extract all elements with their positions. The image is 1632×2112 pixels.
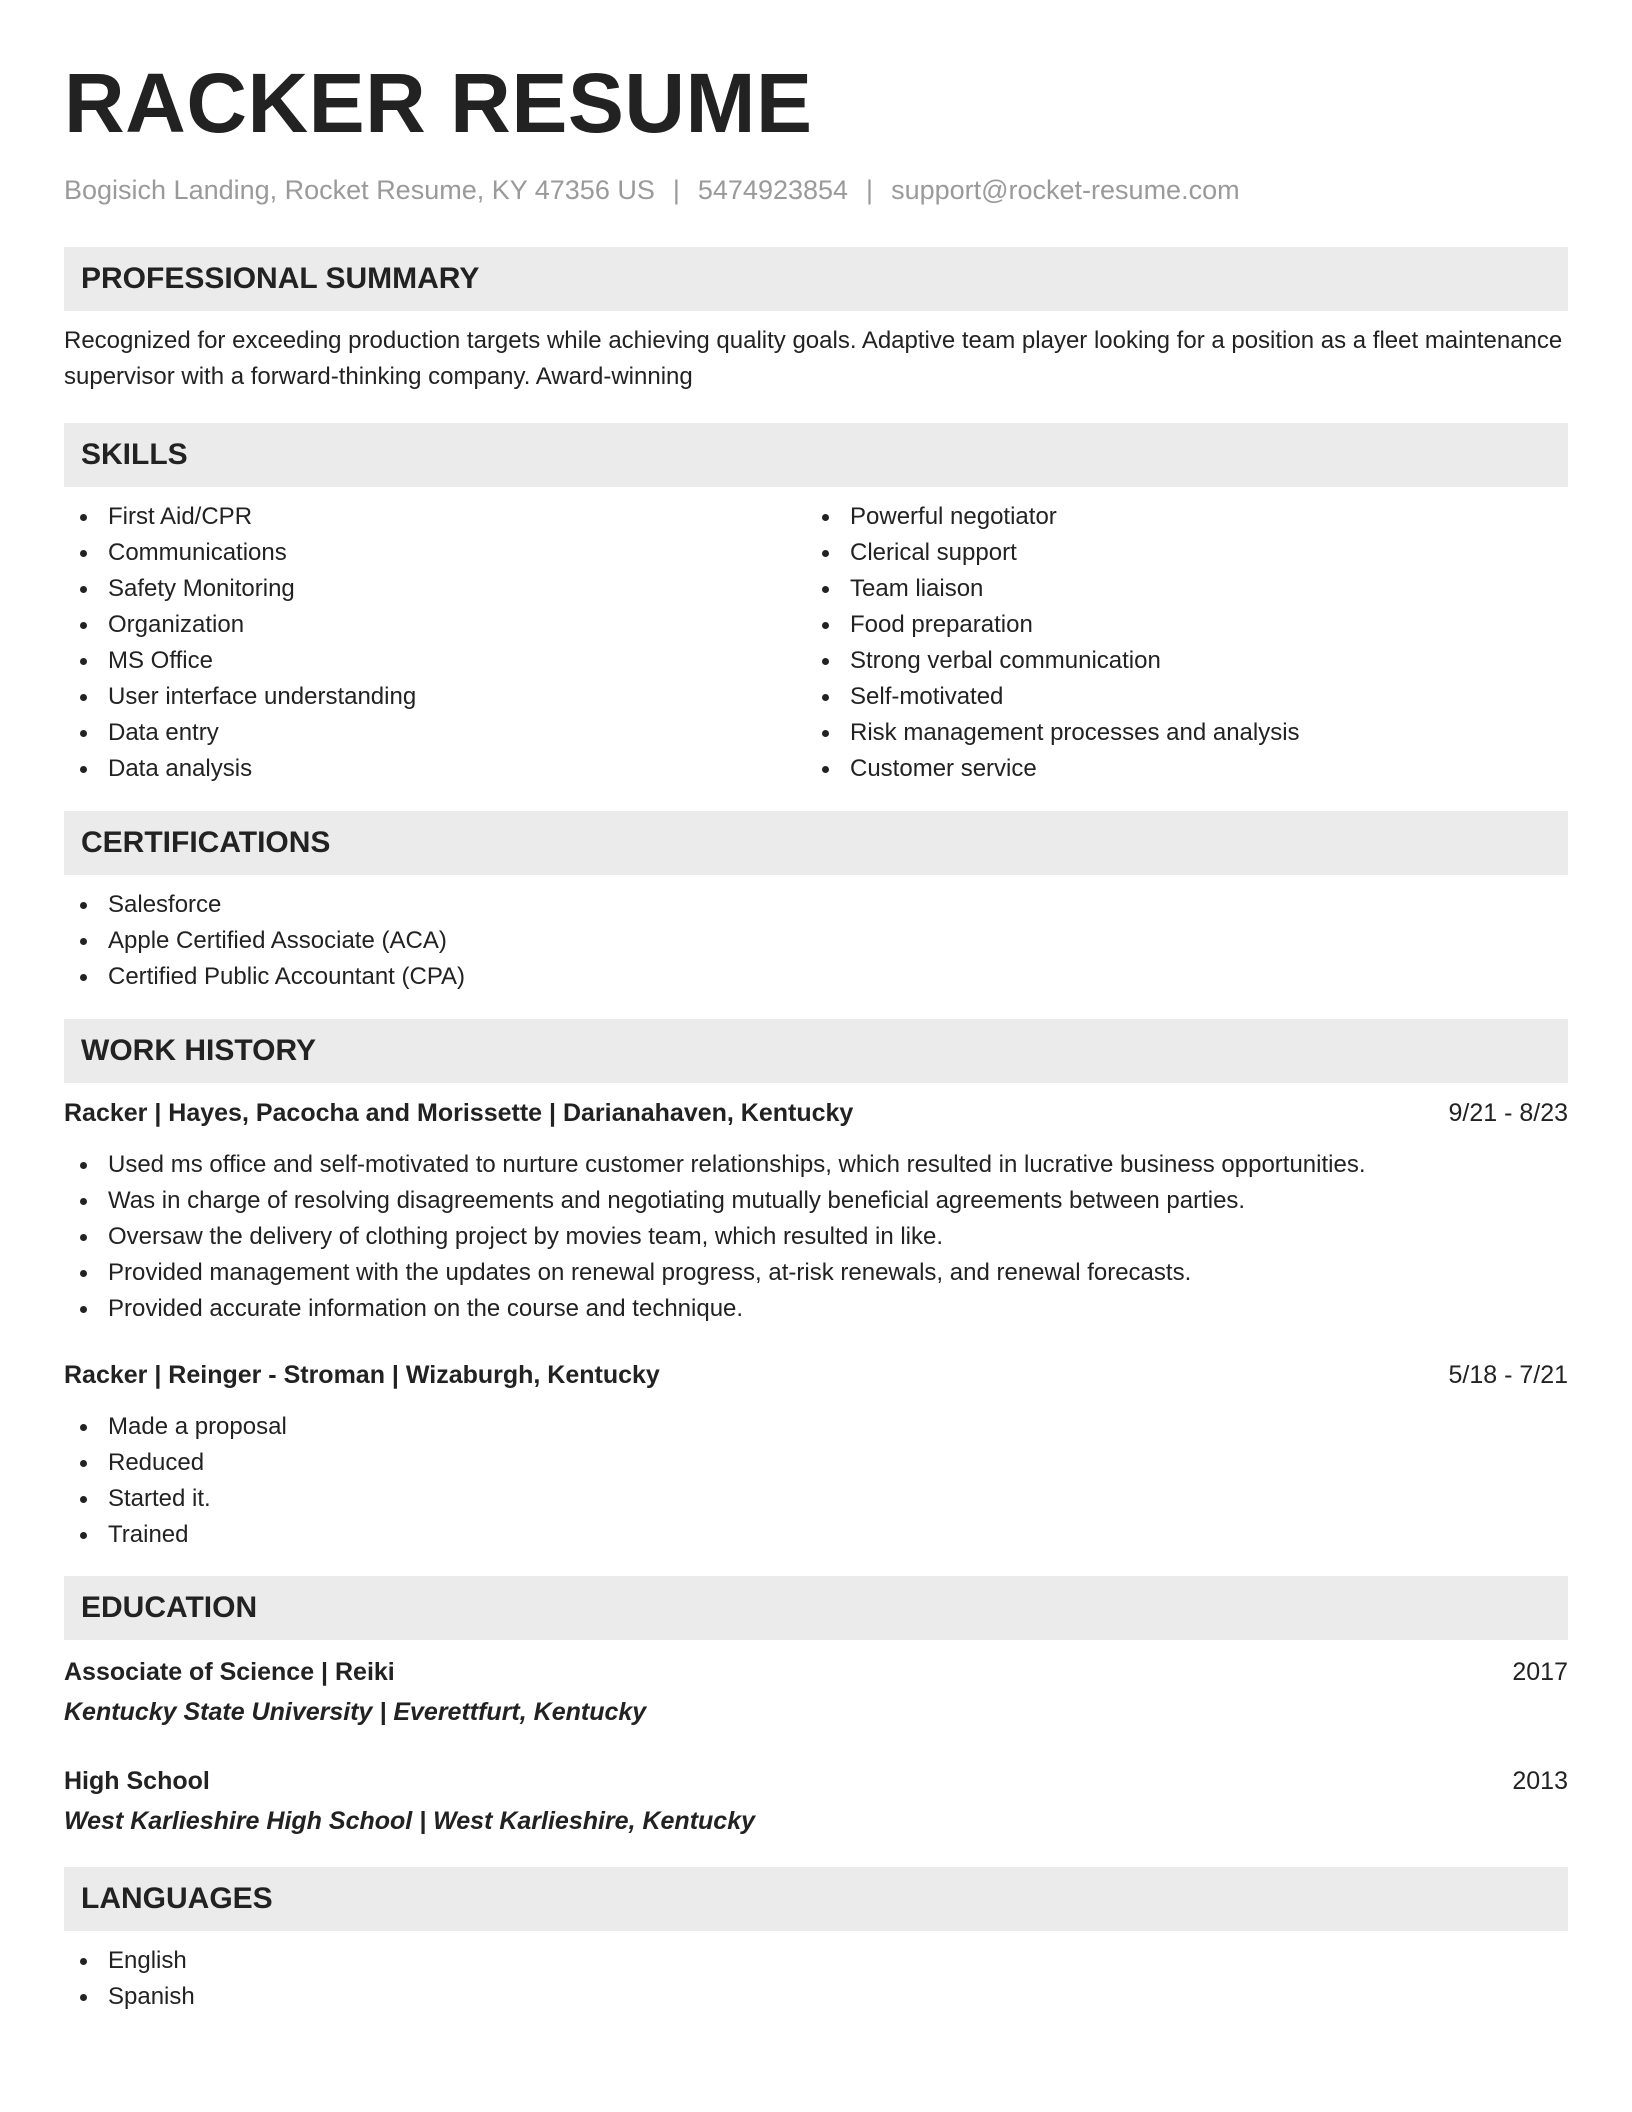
language-item: Spanish xyxy=(64,1979,1568,2015)
skills-list-right xyxy=(806,499,1548,787)
section-heading-certifications: CERTIFICATIONS xyxy=(64,811,1568,875)
contact-separator: | xyxy=(866,175,874,205)
job-dates: 5/18 - 7/21 xyxy=(1448,1361,1568,1389)
contact-line xyxy=(64,173,1568,207)
education-header xyxy=(64,1763,1568,1799)
skill-item: Safety Monitoring xyxy=(64,571,806,607)
section-heading-summary: PROFESSIONAL SUMMARY xyxy=(64,247,1568,311)
job-header xyxy=(64,1095,1568,1131)
job-title: Racker | Hayes, Pacocha and Morissette | Darianahaven, Kentucky xyxy=(64,1099,854,1127)
skill-item: MS Office xyxy=(64,643,806,679)
job-title: Racker | Reinger - Stroman | Wizaburgh, Kentucky xyxy=(64,1361,660,1389)
skill-item: Powerful negotiator xyxy=(806,499,1548,535)
education-school: West Karlieshire High School | West Karlieshire, Kentucky xyxy=(64,1807,756,1835)
resume-name: RACKER RESUME xyxy=(64,56,813,150)
skill-item: Team liaison xyxy=(806,571,1548,607)
skill-item: Self-motivated xyxy=(806,679,1548,715)
skill-item: Customer service xyxy=(806,751,1548,787)
skill-item: Organization xyxy=(64,607,806,643)
job-bullet: Used ms office and self-motivated to nurture customer relationships, which resulted in lucrative business opportunities. xyxy=(64,1147,1568,1183)
skill-item: Strong verbal communication xyxy=(806,643,1548,679)
skill-item: Data entry xyxy=(64,715,806,751)
job-bullet: Oversaw the delivery of clothing project by movies team, which resulted in like. xyxy=(64,1219,1568,1255)
certification-item: Certified Public Accountant (CPA) xyxy=(64,959,1568,995)
job-bullet: Made a proposal xyxy=(64,1409,1568,1445)
skill-item: Data analysis xyxy=(64,751,806,787)
job-bullets xyxy=(64,1147,1568,1327)
contact-separator: | xyxy=(672,175,680,205)
skill-item: User interface understanding xyxy=(64,679,806,715)
summary-text: Recognized for exceeding production targets while achieving quality goals. Adaptive team player looking for a position as a fleet maintenance supervisor with a forward-thinking company. Award-winning xyxy=(64,327,1563,390)
skill-item: Food preparation xyxy=(806,607,1548,643)
certification-item: Apple Certified Associate (ACA) xyxy=(64,923,1568,959)
languages-list xyxy=(64,1943,1568,2015)
skills-columns xyxy=(64,499,1568,787)
job-bullet: Reduced xyxy=(64,1445,1568,1481)
certification-item: Salesforce xyxy=(64,887,1568,923)
skill-item: First Aid/CPR xyxy=(64,499,806,535)
job-bullets xyxy=(64,1409,1568,1553)
language-item: English xyxy=(64,1943,1568,1979)
skills-list-left xyxy=(64,499,806,787)
job-bullet: Started it. xyxy=(64,1481,1568,1517)
education-year: 2017 xyxy=(1512,1658,1568,1686)
job-bullet: Trained xyxy=(64,1517,1568,1553)
section-heading-work-history: WORK HISTORY xyxy=(64,1019,1568,1083)
contact-phone: 5474923854 xyxy=(697,175,849,205)
education-degree: Associate of Science | Reiki xyxy=(64,1658,395,1686)
job-dates: 9/21 - 8/23 xyxy=(1448,1099,1568,1127)
job-bullet: Was in charge of resolving disagreements and negotiating mutually beneficial agreements between parties. xyxy=(64,1183,1568,1219)
job-bullet: Provided accurate information on the course and technique. xyxy=(64,1291,1568,1327)
skill-item: Communications xyxy=(64,535,806,571)
section-heading-skills: SKILLS xyxy=(64,423,1568,487)
job-bullet: Provided management with the updates on renewal progress, at-risk renewals, and renewal forecasts. xyxy=(64,1255,1568,1291)
certifications-list xyxy=(64,887,1568,995)
skill-item: Risk management processes and analysis xyxy=(806,715,1548,751)
skill-item: Clerical support xyxy=(806,535,1548,571)
job-header xyxy=(64,1357,1568,1393)
section-heading-education: EDUCATION xyxy=(64,1576,1568,1640)
education-school: Kentucky State University | Everettfurt, Kentucky xyxy=(64,1698,647,1726)
education-degree: High School xyxy=(64,1767,210,1795)
education-header xyxy=(64,1654,1568,1690)
education-year: 2013 xyxy=(1512,1767,1568,1795)
contact-email: support@rocket-resume.com xyxy=(891,175,1240,205)
section-heading-languages: LANGUAGES xyxy=(64,1867,1568,1931)
contact-address: Bogisich Landing, Rocket Resume, KY 47356 US xyxy=(64,175,655,205)
